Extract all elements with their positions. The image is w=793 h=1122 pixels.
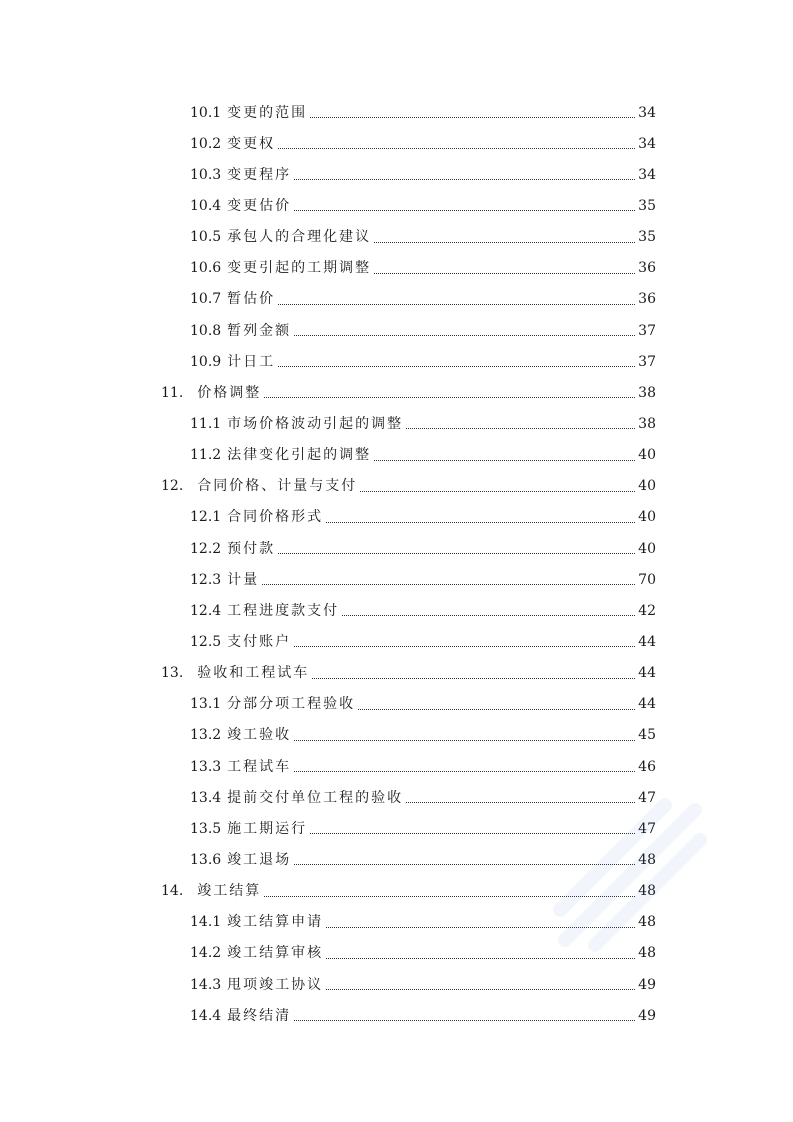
toc-entry-number: 13.3	[190, 758, 222, 775]
toc-section-entry[interactable]	[0, 689, 793, 720]
table-of-contents	[0, 97, 793, 1031]
toc-entry-title: 验收和工程试车	[197, 665, 310, 682]
toc-entry-page: 46	[638, 758, 656, 775]
toc-entry-page: 36	[638, 291, 656, 308]
toc-entry-title: 计量	[227, 571, 260, 588]
toc-entry-page: 44	[638, 696, 656, 713]
toc-dot-leader	[294, 196, 635, 211]
toc-entry-number: 10.2	[190, 135, 222, 152]
toc-entry-number: 10.5	[190, 229, 222, 246]
toc-entry-page: 48	[638, 883, 656, 900]
toc-dot-leader	[374, 228, 635, 243]
toc-section-entry[interactable]	[0, 222, 793, 253]
toc-entry-page: 37	[638, 322, 656, 339]
toc-chapter-entry[interactable]	[0, 471, 793, 502]
toc-entry-title: 竣工结算审核	[227, 945, 324, 962]
toc-entry-page: 47	[638, 820, 656, 837]
toc-entry-title: 变更程序	[227, 166, 292, 183]
toc-entry-page: 40	[638, 447, 656, 464]
toc-section-entry[interactable]	[0, 844, 793, 875]
toc-dot-leader	[310, 819, 635, 834]
toc-entry-number: 13.	[161, 665, 184, 682]
toc-entry-number: 13.1	[190, 696, 222, 713]
toc-chapter-entry[interactable]	[0, 658, 793, 689]
toc-entry-page: 44	[638, 665, 656, 682]
toc-section-entry[interactable]	[0, 813, 793, 844]
toc-entry-number: 10.9	[190, 353, 222, 370]
toc-entry-number: 10.1	[190, 104, 222, 121]
toc-entry-number: 11.1	[190, 415, 222, 432]
toc-entry-title: 承包人的合理化建议	[227, 229, 372, 246]
toc-section-entry[interactable]	[0, 315, 793, 346]
toc-entry-title: 支付账户	[227, 633, 292, 650]
toc-entry-title: 工程试车	[227, 758, 292, 775]
toc-entry-number: 14.4	[190, 1007, 222, 1024]
toc-entry-page: 47	[638, 789, 656, 806]
toc-entry-page: 40	[638, 478, 656, 495]
toc-section-entry[interactable]	[0, 502, 793, 533]
toc-dot-leader	[294, 757, 635, 772]
toc-entry-number: 10.7	[190, 291, 222, 308]
toc-dot-leader	[374, 446, 635, 461]
toc-entry-title: 分部分项工程验收	[227, 696, 356, 713]
toc-entry-number: 14.2	[190, 945, 222, 962]
toc-dot-leader	[294, 321, 635, 336]
toc-dot-leader	[326, 508, 635, 523]
toc-entry-title: 价格调整	[197, 384, 262, 401]
toc-entry-title: 市场价格波动引起的调整	[227, 415, 404, 432]
toc-entry-page: 35	[638, 197, 656, 214]
toc-dot-leader	[262, 570, 635, 585]
toc-entry-number: 12.3	[190, 571, 222, 588]
toc-section-entry[interactable]	[0, 253, 793, 284]
toc-dot-leader	[310, 103, 635, 118]
toc-entry-title: 竣工验收	[227, 727, 292, 744]
toc-dot-leader	[312, 664, 635, 679]
toc-entry-page: 49	[638, 976, 656, 993]
toc-section-entry[interactable]	[0, 533, 793, 564]
toc-chapter-entry[interactable]	[0, 876, 793, 907]
toc-dot-leader	[326, 913, 635, 928]
toc-entry-number: 12.1	[190, 509, 222, 526]
toc-section-entry[interactable]	[0, 969, 793, 1000]
toc-section-entry[interactable]	[0, 284, 793, 315]
toc-dot-leader	[264, 882, 635, 897]
toc-entry-title: 竣工结算申请	[227, 914, 324, 931]
toc-entry-title: 竣工结算	[197, 883, 262, 900]
toc-entry-title: 暂估价	[227, 291, 276, 308]
toc-entry-page: 34	[638, 104, 656, 121]
toc-dot-leader	[406, 414, 635, 429]
toc-section-entry[interactable]	[0, 626, 793, 657]
toc-dot-leader	[342, 601, 635, 616]
toc-entry-page: 38	[638, 384, 656, 401]
toc-dot-leader	[358, 695, 635, 710]
toc-section-entry[interactable]	[0, 907, 793, 938]
toc-entry-number: 13.2	[190, 727, 222, 744]
toc-section-entry[interactable]	[0, 128, 793, 159]
toc-dot-leader	[294, 1006, 635, 1021]
toc-entry-number: 12.	[161, 478, 184, 495]
toc-dot-leader	[264, 383, 635, 398]
toc-entry-title: 变更引起的工期调整	[227, 260, 372, 277]
toc-entry-page: 45	[638, 727, 656, 744]
toc-entry-number: 14.1	[190, 914, 222, 931]
toc-entry-page: 35	[638, 229, 656, 246]
toc-dot-leader	[278, 352, 635, 367]
toc-section-entry[interactable]	[0, 346, 793, 377]
toc-entry-number: 11.2	[190, 447, 222, 464]
toc-dot-leader	[326, 975, 635, 990]
toc-entry-page: 48	[638, 851, 656, 868]
toc-entry-page: 34	[638, 135, 656, 152]
toc-entry-number: 12.5	[190, 633, 222, 650]
toc-section-entry[interactable]	[0, 782, 793, 813]
toc-entry-number: 13.4	[190, 789, 222, 806]
toc-dot-leader	[406, 788, 635, 803]
toc-entry-title: 合同价格、计量与支付	[197, 478, 358, 495]
toc-entry-number: 10.8	[190, 322, 222, 339]
toc-dot-leader	[278, 134, 635, 149]
toc-entry-title: 施工期运行	[227, 820, 308, 837]
toc-entry-page: 44	[638, 633, 656, 650]
toc-section-entry[interactable]	[0, 564, 793, 595]
toc-dot-leader	[294, 165, 635, 180]
toc-dot-leader	[278, 290, 635, 305]
toc-dot-leader	[294, 726, 635, 741]
toc-entry-number: 12.2	[190, 540, 222, 557]
toc-entry-title: 暂列金额	[227, 322, 292, 339]
toc-entry-page: 42	[638, 602, 656, 619]
toc-entry-page: 38	[638, 415, 656, 432]
toc-section-entry[interactable]	[0, 751, 793, 782]
toc-section-entry[interactable]	[0, 159, 793, 190]
toc-section-entry[interactable]	[0, 1000, 793, 1031]
toc-section-entry[interactable]	[0, 938, 793, 969]
toc-section-entry[interactable]	[0, 190, 793, 221]
toc-dot-leader	[294, 850, 635, 865]
toc-dot-leader	[294, 632, 635, 647]
toc-entry-title: 变更权	[227, 135, 276, 152]
toc-section-entry[interactable]	[0, 408, 793, 439]
toc-entry-title: 预付款	[227, 540, 276, 557]
toc-entry-title: 竣工退场	[227, 851, 292, 868]
toc-entry-number: 13.6	[190, 851, 222, 868]
toc-entry-page: 34	[638, 166, 656, 183]
toc-entry-title: 甩项竣工协议	[227, 976, 324, 993]
toc-dot-leader	[326, 944, 635, 959]
toc-section-entry[interactable]	[0, 440, 793, 471]
toc-section-entry[interactable]	[0, 595, 793, 626]
toc-dot-leader	[374, 259, 635, 274]
toc-entry-page: 48	[638, 945, 656, 962]
toc-entry-title: 计日工	[227, 353, 276, 370]
toc-dot-leader	[278, 539, 635, 554]
toc-entry-page: 40	[638, 509, 656, 526]
toc-section-entry[interactable]	[0, 97, 793, 128]
toc-entry-page: 36	[638, 260, 656, 277]
toc-entry-title: 变更的范围	[227, 104, 308, 121]
toc-entry-page: 37	[638, 353, 656, 370]
toc-entry-page: 40	[638, 540, 656, 557]
toc-entry-number: 13.5	[190, 820, 222, 837]
toc-entry-title: 合同价格形式	[227, 509, 324, 526]
toc-entry-title: 提前交付单位工程的验收	[227, 789, 404, 806]
toc-entry-number: 10.6	[190, 260, 222, 277]
toc-entry-page: 49	[638, 1007, 656, 1024]
toc-entry-title: 法律变化引起的调整	[227, 447, 372, 464]
toc-dot-leader	[360, 477, 635, 492]
toc-chapter-entry[interactable]	[0, 377, 793, 408]
toc-entry-number: 14.	[161, 883, 184, 900]
toc-entry-title: 变更估价	[227, 197, 292, 214]
toc-entry-title: 最终结清	[227, 1007, 292, 1024]
toc-entry-number: 14.3	[190, 976, 222, 993]
toc-entry-number: 12.4	[190, 602, 222, 619]
toc-entry-number: 10.4	[190, 197, 222, 214]
toc-entry-page: 70	[638, 571, 656, 588]
toc-entry-number: 11.	[161, 384, 184, 401]
toc-entry-number: 10.3	[190, 166, 222, 183]
toc-entry-page: 48	[638, 914, 656, 931]
toc-section-entry[interactable]	[0, 720, 793, 751]
toc-entry-title: 工程进度款支付	[227, 602, 340, 619]
